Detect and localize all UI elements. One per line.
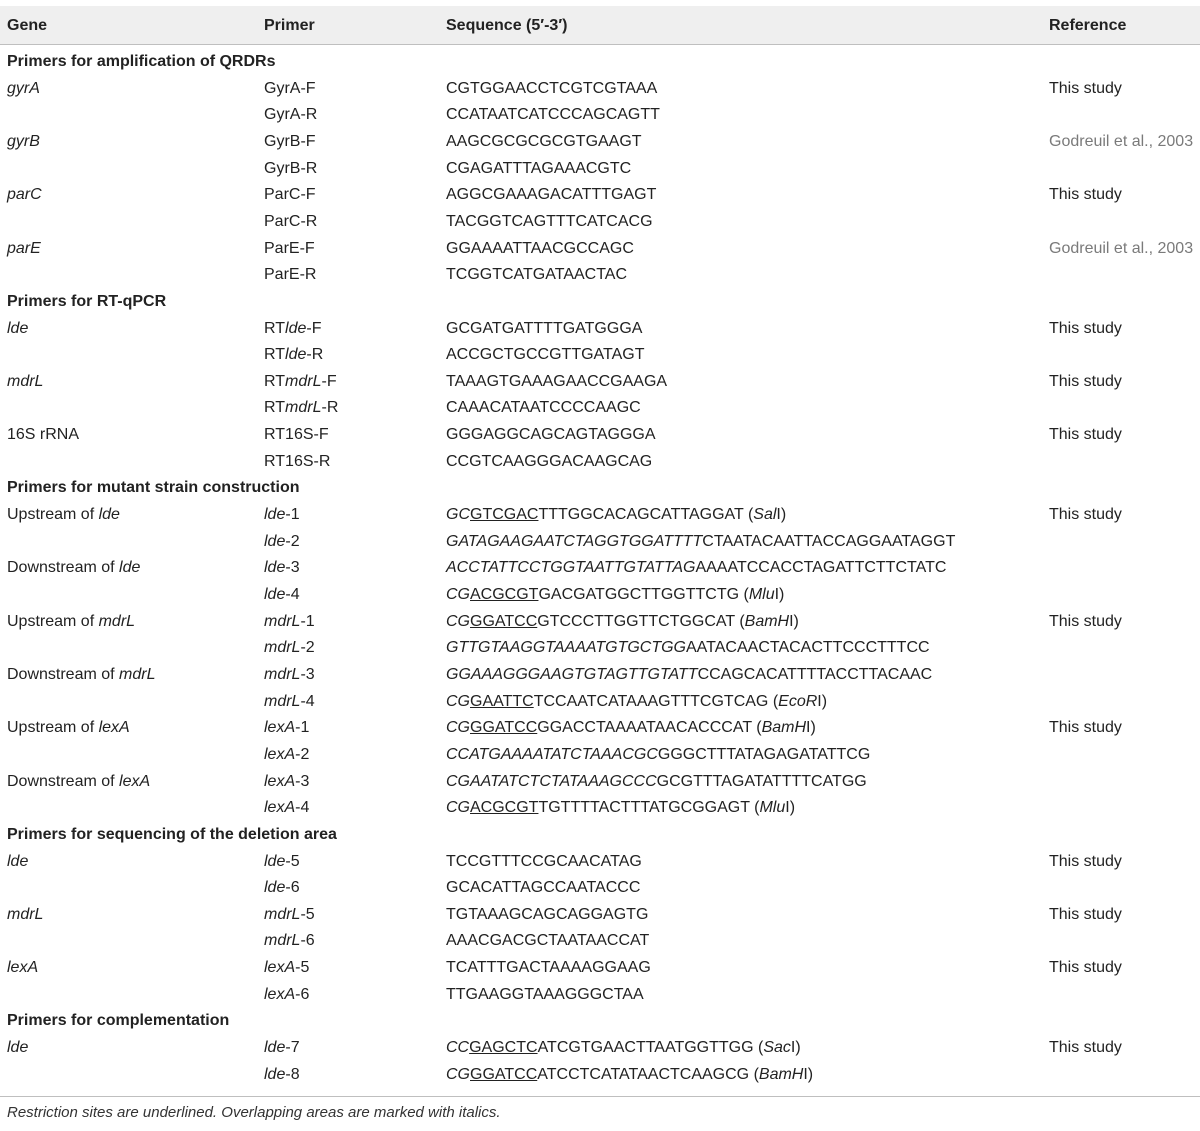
table-row [0,236,1200,263]
sequence-cell: GTTGTAAGGTAAAATGTGCTGGAATACAACTACACTTCCCTTTCC [446,639,930,657]
primer-cell: mdrL-6 [264,932,315,950]
primer-cell: lexA-3 [264,772,310,790]
gene-cell: 16S rRNA [7,426,80,444]
primer-cell: GyrA-R [264,106,318,124]
primer-cell: GyrA-F [264,79,316,97]
table-row [0,182,1200,209]
primer-cell: lde-7 [264,1039,300,1057]
gene-cell: gyrB [7,132,40,150]
gene-cell: parC [7,186,42,204]
sequence-cell: GGGAGGCAGCAGTAGGGA [446,426,656,444]
sequence-cell: CCGAGCTCATCGTGAACTTAATGGTTGG (SacI) [446,1039,801,1057]
primer-cell: GyrB-R [264,159,318,177]
gene-cell: Downstream of mdrL [7,665,156,683]
table-header [0,6,1200,44]
primer-cell: lexA-4 [264,799,310,817]
table-row [0,982,1200,1009]
table-row [0,662,1200,689]
table-row [0,902,1200,929]
table-row [0,369,1200,396]
header-gene: Gene [7,17,48,34]
reference-cell: This study [1049,79,1122,97]
table-row [0,102,1200,129]
sequence-cell: CGGGATCCGGACCTAAAATAACACCCAT (BamHI) [446,719,816,737]
table-row [0,689,1200,716]
primer-cell: lde-4 [264,586,300,603]
primer-cell: RTlde-R [264,346,324,364]
table-row [0,928,1200,955]
reference-cell: Godreuil et al., 2003 [1049,132,1194,150]
gene-cell: lde [7,1039,29,1057]
sequence-cell: TCATTTGACTAAAAGGAAG [446,959,651,977]
gene-cell: Downstream of lexA [7,772,151,790]
primer-cell: RTmdrL-F [264,372,337,390]
sequence-cell: CGGAATTCTCCAATCATAAAGTTTCGTCAG (EcoRI) [446,692,828,710]
sequence-cell: GATAGAAGAATCTAGGTGGATTTTCTAATACAATTACCAGGAATAGGT [446,532,956,550]
primer-cell: ParE-F [264,239,315,257]
section-title: Primers for mutant strain construction [7,479,300,497]
header-sequence: Sequence (5′-3′) [446,17,568,34]
table-row [0,582,1200,609]
primer-cell: lexA-6 [264,985,310,1003]
section-row [0,475,1200,502]
table-row [0,635,1200,662]
sequence-cell: TACGGTCAGTTTCATCACG [446,212,653,230]
primer-cell: ParC-R [264,212,318,230]
table-footnote: Restriction sites are underlined. Overlapping areas are marked with italics. [7,1104,501,1121]
gene-cell: lde [7,319,29,337]
sequence-cell: CCATGAAAATATCTAAACGCGGGCTTTATAGAGATATTCG [446,745,871,763]
sequence-cell: CGACGCGTTGTTTTACTTTATGCGGAGT (MluI) [446,799,796,817]
primer-cell: mdrL-4 [264,692,315,710]
sequence-cell: AAACGACGCTAATAACCAT [446,932,650,950]
sequence-cell: GCGTCGACTTTGGCACAGCATTAGGAT (SalI) [446,506,787,524]
table-row [0,262,1200,289]
sequence-cell: CGGGATCCGTCCCTTGGTTCTGGCAT (BamHI) [446,612,799,630]
section-title: Primers for RT-qPCR [7,292,167,310]
primer-cell: lexA-5 [264,959,310,977]
gene-cell: Upstream of lexA [7,719,130,737]
primer-cell: lde-1 [264,506,300,524]
sequence-cell: CCGTCAAGGGACAAGCAG [446,452,653,470]
table-row [0,529,1200,556]
primer-cell: RTmdrL-R [264,399,339,417]
section-title: Primers for sequencing of the deletion area [7,825,337,843]
gene-cell: parE [7,239,41,257]
sequence-cell: TCCGTTTCCGCAACATAG [446,852,642,870]
primer-cell: RTlde-F [264,319,322,337]
primer-cell: ParE-R [264,266,317,284]
sequence-cell: AGGCGAAAGACATTTGAGT [446,186,657,204]
sequence-cell: GCGATGATTTTGATGGGA [446,319,643,337]
sequence-cell: ACCGCTGCCGTTGATAGT [446,346,645,364]
sequence-cell: GGAAAGGGAAGTGTAGTTGTATTCCAGCACATTTTACCTTACAAC [446,665,933,683]
primer-cell: ParC-F [264,186,316,204]
sequence-cell: ACCTATTCCTGGTAATTGTATTAGAAAATCCACCTAGATTCTTCTATC [446,559,947,577]
table-row [0,76,1200,103]
primer-cell: lde-3 [264,559,300,577]
primer-cell: lde-5 [264,852,300,870]
table-row [0,875,1200,902]
gene-cell: lexA [7,959,39,977]
reference-cell: This study [1049,959,1122,977]
primer-cell: lde-6 [264,879,300,897]
primer-cell: RT16S-F [264,426,329,444]
primer-cell: lde-2 [264,532,300,550]
primer-cell: mdrL-2 [264,639,315,657]
section-row [0,289,1200,316]
primer-cell: RT16S-R [264,452,331,470]
table-row [0,742,1200,769]
header-primer: Primer [264,17,315,34]
reference-cell: This study [1049,426,1122,444]
reference-cell: This study [1049,612,1122,630]
gene-cell: lde [7,852,29,870]
table-row [0,769,1200,796]
sequence-cell: CCATAATCATCCCAGCAGTT [446,106,660,124]
header-reference: Reference [1049,17,1127,34]
section-row [0,1008,1200,1035]
reference-cell: This study [1049,186,1122,204]
reference-cell: This study [1049,1039,1122,1057]
table-row [0,555,1200,582]
section-title: Primers for amplification of QRDRs [7,53,276,70]
table-row [0,795,1200,822]
sequence-cell: CGTGGAACCTCGTCGTAAA [446,79,658,97]
table-row [0,1035,1200,1062]
sequence-cell: TTGAAGGTAAAGGGCTAA [446,985,644,1003]
sequence-cell: TGTAAAGCAGCAGGAGTG [446,905,649,923]
reference-cell: This study [1049,319,1122,337]
reference-cell: Godreuil et al., 2003 [1049,239,1194,257]
table-row [0,502,1200,529]
table-row [0,342,1200,369]
primer-cell: lexA-1 [264,719,310,737]
section-row [0,822,1200,849]
table-row [0,316,1200,343]
table-row [0,955,1200,982]
primer-cell: mdrL-1 [264,612,315,630]
sequence-cell: TAAAGTGAAAGAACCGAAGA [446,372,668,390]
primer-cell: GyrB-F [264,132,316,150]
sequence-cell: CGAGATTTAGAAACGTC [446,159,632,177]
gene-cell: mdrL [7,905,44,923]
sequence-cell: CGACGCGTGACGATGGCTTGGTTCTG (MluI) [446,586,785,603]
table-row [0,129,1200,156]
table-row [0,449,1200,476]
table-row [0,609,1200,636]
section-title: Primers for complementation [7,1012,230,1030]
bottom-rule [0,1096,1200,1097]
gene-cell: Upstream of lde [7,506,120,524]
sequence-cell: GGAAAATTAACGCCAGC [446,239,634,257]
table-row [0,209,1200,236]
gene-cell: Downstream of lde [7,559,141,577]
table-row [0,156,1200,183]
sequence-cell: GCACATTAGCCAATACCC [446,879,641,897]
table-row [0,395,1200,422]
sequence-cell: CGAATATCTCTATAAAGCCCGCGTTTAGATATTTTCATGG [446,772,867,790]
primer-cell: mdrL-3 [264,665,315,683]
table-row [0,849,1200,876]
table-row [0,422,1200,449]
reference-cell: This study [1049,506,1122,524]
reference-cell: This study [1049,905,1122,923]
gene-cell: mdrL [7,372,44,390]
section-row [0,49,1200,76]
sequence-cell: AAGCGCGCGCGTGAAGT [446,132,642,150]
reference-cell: This study [1049,372,1122,390]
gene-cell: Upstream of mdrL [7,612,136,630]
sequence-cell: CAAACATAATCCCCAAGC [446,399,641,417]
primer-cell: mdrL-5 [264,905,315,923]
reference-cell: This study [1049,719,1122,737]
header-rule [0,44,1200,45]
primer-cell: lexA-2 [264,745,310,763]
gene-cell: gyrA [7,79,40,97]
sequence-cell: TCGGTCATGATAACTAC [446,266,628,284]
table-row [0,1062,1200,1089]
reference-cell: This study [1049,852,1122,870]
sequence-cell: CGGGATCCATCCTCATATAACTCAAGCG (BamHI) [446,1065,814,1083]
primer-cell: lde-8 [264,1065,300,1083]
table-row [0,715,1200,742]
